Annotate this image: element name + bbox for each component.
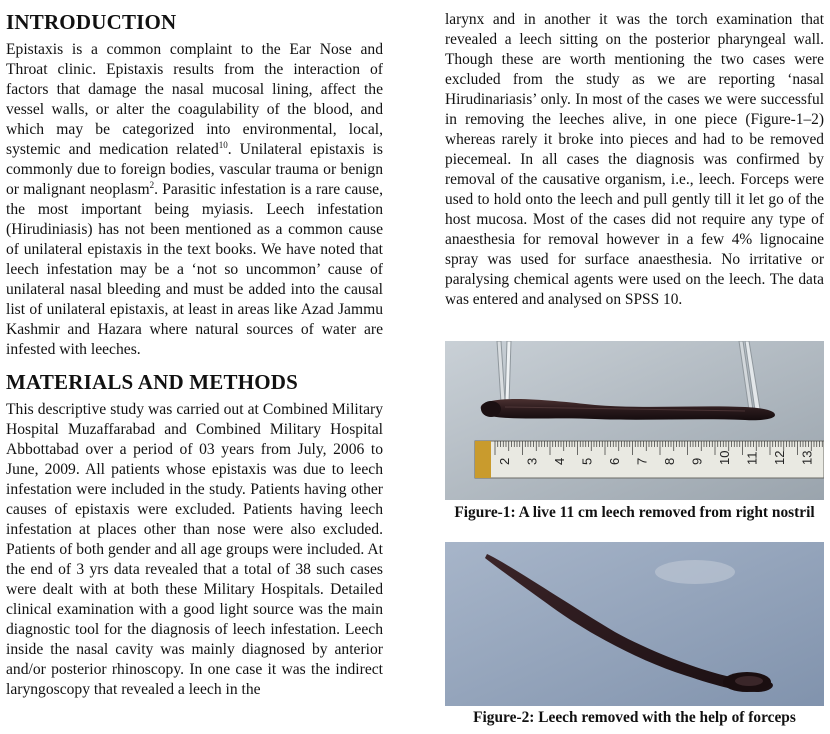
- ruler-number: 11: [744, 451, 760, 465]
- ruler-number: 10: [717, 450, 732, 465]
- ruler-number: 6: [607, 457, 622, 465]
- figure-2-photo: [445, 542, 824, 706]
- figure-2-caption: Figure-2: Leech removed with the help of forceps: [473, 709, 796, 726]
- citation-2: 2: [149, 179, 155, 190]
- methods-heading: MATERIALS AND METHODS: [6, 370, 299, 394]
- ruler-number: 13: [799, 450, 815, 465]
- ruler-number: 5: [579, 457, 595, 465]
- ruler-number: 2: [497, 457, 512, 465]
- ruler-number: 7: [634, 457, 650, 465]
- introduction-paragraph: Epistaxis is a common complaint to the Ear Nose and Throat clinic. Epistaxis results from the interaction of factors that damage the nasal mucosal lining, affect the vessel walls, or alter the coagulability of the blood, and which may be categorized into environmental, local, systemic and medication related$^{10}$. Unilateral epistaxis is commonly due to foreign bodies, vascular trauma or benign or malignant neoplasm$^2$. Parasitic infestation is a rare cause, the most important being myiasis. Leech infestation (Hirudiniasis) has not been mentioned as a common cause of unilateral epistaxis in the text books. We have noted that leech infestation may be a ‘not so uncommon’ cause of unilateral nasal bleeding and must be added into the causal list of unilateral epistaxis, at least in areas like Azad Jammu Kashmir and Hazara where natural sources of water are infested with leeches.: [6, 41, 383, 358]
- methods-paragraph-continued: larynx and in another it was the torch examination that revealed a leech sitting on the posterior pharyngeal wall. Though these are worth mentioning the two cases were excluded from the study as we are reporting ‘nasal Hirudinariasis’ only. In most of the cases we were successful in removing the leeches alive, in one piece (Figure-1–2) whereas rarely it broke into pieces and had to be removed piecemeal. In all cases the diagnosis was confirmed by removal of the causative organism, i.e., leech. Forceps were used to hold onto the leech and pull gently till it let go of the host mucosa. Most of the cases did not require any type of anaesthesia for removal however in a few 4% lignocaine spray was used for surface anaesthesia. No irritative or paralysing chemical agents were used on the leech. The data was entered and analysed on SPSS 10.: [445, 11, 824, 308]
- figure-1-caption: Figure-1: A live 11 cm leech removed from right nostril: [454, 504, 815, 521]
- citation-10: 10: [218, 139, 228, 150]
- ruler-number: 8: [662, 457, 677, 465]
- methods-paragraph: This descriptive study was carried out at Combined Military Hospital Muzaffarabad and Combined Military Hospital Abbottabad over a period of 03 years from July, 2006 to June, 2009. All patients whose epistaxis was due to leech infestation were included in the study. Patients having other causes of epistaxis were excluded. Patients having leech infestation at places other than nose were also excluded. Patients of both gender and all age groups were included. At the end of 3 yrs data revealed that a total of 38 such cases were dealt with at both these Military Hospitals. Detailed clinical examination with a good light source was the main diagnostic tool for the diagnosis of leech infestation. Leech inside the nasal cavity was mainly diagnosed by anterior and/or posterior rhinoscopy. In one case it was the indirect laryngoscopy that revealed a leech in the: [6, 401, 383, 698]
- figure-1-illustration: [445, 341, 824, 500]
- ruler-number: 9: [689, 457, 705, 465]
- ruler: [475, 441, 824, 478]
- figure-2-illustration: [445, 542, 824, 706]
- introduction-heading: INTRODUCTION: [6, 10, 177, 34]
- ruler-number: 12: [772, 450, 787, 465]
- ruler-number: 4: [552, 457, 567, 465]
- ruler-number: 3: [524, 457, 540, 465]
- figure-1-photo: [445, 341, 824, 500]
